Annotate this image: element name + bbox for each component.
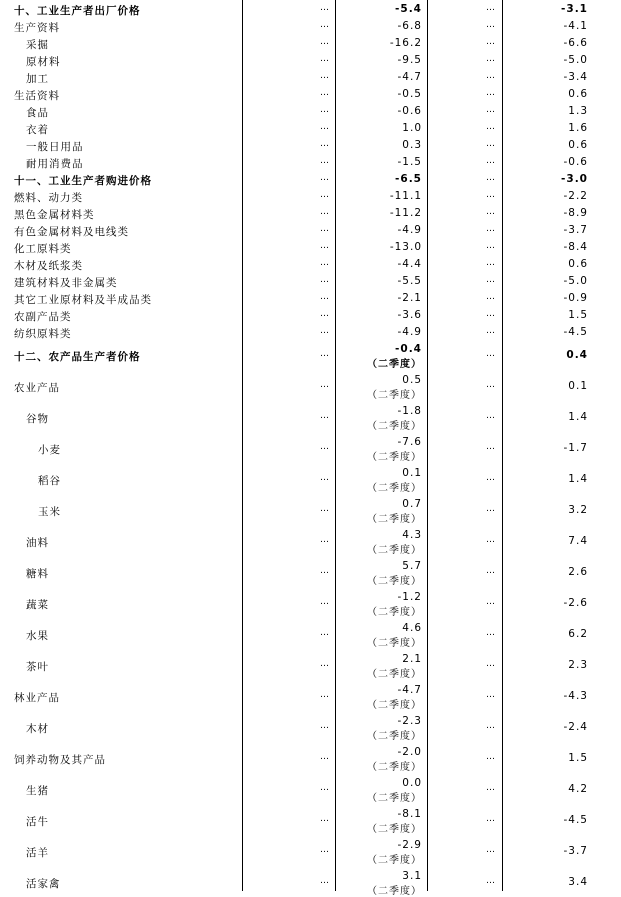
value-column-2: -4.3 [563,690,588,702]
row-label: 稻谷 [38,475,61,487]
period-note: （二季度） [367,638,422,649]
period-note: （二季度） [367,824,422,835]
period-note: （二季度） [367,700,422,711]
value-column-1 [367,591,422,618]
value-column-1 [398,292,423,304]
row-label: 茶叶 [26,661,49,673]
row-label: 十一、工业生产者购进价格 [14,175,152,187]
value-1: 2.1 [402,653,422,665]
dots-column-2: … [486,349,494,359]
value-column-1 [367,405,422,432]
value-column-1 [390,207,422,219]
dots-column-1: … [320,20,328,30]
dots-column-2: … [486,473,494,483]
dots-column-1: … [320,3,328,13]
value-column-2: -2.6 [563,597,588,609]
value-column-2: -0.9 [563,292,588,304]
value-column-2: 0.6 [568,139,588,151]
period-note: （二季度） [367,607,422,618]
dots-column-1: … [320,349,328,359]
dots-column-1: … [320,752,328,762]
value-1: 4.3 [402,529,422,541]
value-column-1 [402,122,422,134]
dots-column-1: … [320,876,328,886]
value-1: -2.3 [397,715,422,727]
row-label: 加工 [26,73,49,85]
value-1: -4.7 [397,71,422,83]
value-column-1 [395,3,422,15]
value-column-2: -5.0 [563,275,588,287]
value-column-1 [390,241,422,253]
value-1: -1.5 [397,156,422,168]
row-label: 农业产品 [14,382,60,394]
dots-column-2: … [486,411,494,421]
row-label: 林业产品 [14,692,60,704]
value-column-2: 0.4 [566,349,588,361]
value-column-1 [395,173,422,185]
value-column-2: -4.5 [563,814,588,826]
row-label: 木材及纸浆类 [14,260,83,272]
column-divider-2 [335,0,336,891]
dots-column-2: … [486,258,494,268]
value-column-1 [398,20,423,32]
value-column-1 [367,529,422,556]
value-column-1 [390,190,422,202]
value-column-1 [367,622,422,649]
value-1: 0.0 [402,777,422,789]
value-column-2: 1.5 [568,752,588,764]
value-column-1 [398,71,423,83]
dots-column-2: … [486,814,494,824]
column-divider-3 [427,0,428,891]
value-1: -11.2 [389,207,422,219]
dots-column-1: … [320,139,328,149]
dots-column-2: … [486,54,494,64]
value-column-1 [398,105,423,117]
value-1: 0.1 [402,467,422,479]
value-column-2: -3.4 [563,71,588,83]
value-column-2: 0.1 [568,380,588,392]
value-column-1 [367,498,422,525]
row-label: 十、工业生产者出厂价格 [14,5,141,17]
period-note: （二季度） [367,390,422,401]
value-column-2: 1.5 [568,309,588,321]
value-1: -7.6 [397,436,422,448]
dots-column-1: … [320,54,328,64]
dots-column-1: … [320,845,328,855]
dots-column-2: … [486,380,494,390]
value-1: -6.5 [395,173,422,185]
value-1: 5.7 [402,560,422,572]
value-column-2: 2.6 [568,566,588,578]
row-label: 活家禽 [26,878,61,890]
period-note: （二季度） [367,731,422,742]
dots-column-2: … [486,156,494,166]
value-column-2: -3.0 [561,173,588,185]
dots-column-1: … [320,71,328,81]
dots-column-2: … [486,292,494,302]
value-column-1 [398,309,423,321]
value-column-2: 4.2 [568,783,588,795]
dots-column-2: … [486,783,494,793]
period-note: （二季度） [367,514,422,525]
value-column-1 [367,374,422,401]
period-note: （二季度） [367,545,422,556]
period-note: （二季度） [367,669,422,680]
row-label: 耐用消费品 [26,158,84,170]
dots-column-1: … [320,207,328,217]
value-1: -13.0 [389,241,422,253]
dots-column-1: … [320,690,328,700]
dots-column-2: … [486,752,494,762]
value-1: -3.6 [397,309,422,321]
value-column-1 [367,343,422,370]
dots-column-2: … [486,309,494,319]
value-column-2: -4.1 [563,20,588,32]
dots-column-2: … [486,326,494,336]
dots-column-1: … [320,721,328,731]
value-column-2: 2.3 [568,659,588,671]
value-1: 0.5 [402,374,422,386]
row-label: 食品 [26,107,49,119]
row-label: 其它工业原材料及半成品类 [14,294,152,306]
dots-column-2: … [486,275,494,285]
value-1: -2.9 [397,839,422,851]
row-label: 玉米 [38,506,61,518]
value-1: 3.1 [402,870,422,882]
value-1: -4.9 [397,326,422,338]
value-column-1 [367,808,422,835]
value-column-1 [367,560,422,587]
value-column-1 [367,653,422,680]
dots-column-2: … [486,504,494,514]
row-label: 活羊 [26,847,49,859]
dots-column-2: … [486,224,494,234]
dots-column-1: … [320,597,328,607]
period-note: （二季度） [367,452,422,463]
row-label: 农副产品类 [14,311,72,323]
dots-column-1: … [320,173,328,183]
value-1: -0.6 [397,105,422,117]
row-label: 蔬菜 [26,599,49,611]
row-label: 原材料 [26,56,61,68]
value-1: -4.4 [397,258,422,270]
dots-column-2: … [486,628,494,638]
period-note: （二季度） [367,576,422,587]
dots-column-2: … [486,845,494,855]
dots-column-2: … [486,20,494,30]
row-label: 糖料 [26,568,49,580]
value-column-2: -3.7 [563,224,588,236]
value-1: -0.4 [395,343,422,355]
value-column-1 [398,54,423,66]
dots-column-1: … [320,473,328,483]
dots-column-1: … [320,411,328,421]
value-column-1 [398,258,423,270]
column-divider-4 [502,0,503,891]
dots-column-2: … [486,37,494,47]
dots-column-2: … [486,721,494,731]
value-1: -4.7 [397,684,422,696]
period-note: （二季度） [367,762,422,773]
dots-column-2: … [486,3,494,13]
dots-column-1: … [320,442,328,452]
dots-column-2: … [486,690,494,700]
value-column-2: 6.2 [568,628,588,640]
row-label: 饲养动物及其产品 [14,754,106,766]
period-note: （二季度） [367,886,422,897]
dots-column-2: … [486,105,494,115]
row-label: 油料 [26,537,49,549]
dots-column-1: … [320,105,328,115]
value-column-2: 1.4 [568,473,588,485]
dots-column-2: … [486,88,494,98]
row-label: 燃料、动力类 [14,192,83,204]
value-column-1 [398,156,423,168]
value-column-2: -4.5 [563,326,588,338]
dots-column-1: … [320,566,328,576]
dots-column-1: … [320,326,328,336]
dots-column-2: … [486,241,494,251]
dots-column-2: … [486,597,494,607]
value-1: 0.3 [402,139,422,151]
dots-column-2: … [486,139,494,149]
value-1: -6.8 [397,20,422,32]
dots-column-2: … [486,535,494,545]
row-label: 十二、农产品生产者价格 [14,351,141,363]
dots-column-2: … [486,876,494,886]
dots-column-2: … [486,190,494,200]
dots-column-1: … [320,258,328,268]
value-column-2: -3.1 [561,3,588,15]
dots-column-1: … [320,504,328,514]
dots-column-1: … [320,88,328,98]
value-column-2: -6.6 [563,37,588,49]
value-column-2: -2.4 [563,721,588,733]
value-column-1 [367,715,422,742]
value-column-2: 3.4 [568,876,588,888]
value-column-1 [398,224,423,236]
value-column-2: -2.2 [563,190,588,202]
dots-column-1: … [320,275,328,285]
value-column-1 [398,326,423,338]
dots-column-1: … [320,659,328,669]
period-note: （二季度） [367,359,422,370]
row-label: 活牛 [26,816,49,828]
dots-column-1: … [320,309,328,319]
value-column-1 [390,37,422,49]
row-label: 生猪 [26,785,49,797]
row-label: 采掘 [26,39,49,51]
value-column-2: 0.6 [568,258,588,270]
dots-column-1: … [320,224,328,234]
value-column-2: 0.6 [568,88,588,100]
value-column-2: 7.4 [568,535,588,547]
value-1: -16.2 [389,37,422,49]
value-column-1 [367,467,422,494]
row-label: 黑色金属材料类 [14,209,95,221]
value-column-1 [398,88,423,100]
value-column-2: 3.2 [568,504,588,516]
dots-column-1: … [320,814,328,824]
value-1: -0.5 [397,88,422,100]
value-column-2: 1.3 [568,105,588,117]
value-column-2: 1.6 [568,122,588,134]
value-column-2: -1.7 [563,442,588,454]
value-1: -2.1 [397,292,422,304]
value-1: -5.5 [397,275,422,287]
value-column-2: -3.7 [563,845,588,857]
value-1: -4.9 [397,224,422,236]
dots-column-1: … [320,628,328,638]
row-label: 木材 [26,723,49,735]
value-column-1 [367,777,422,804]
value-column-1 [367,684,422,711]
column-divider-1 [242,0,243,891]
value-column-1 [367,839,422,866]
value-1: -8.1 [397,808,422,820]
row-label: 建筑材料及非金属类 [14,277,118,289]
row-label: 有色金属材料及电线类 [14,226,129,238]
dots-column-2: … [486,173,494,183]
value-1: 4.6 [402,622,422,634]
row-label: 生活资料 [14,90,60,102]
value-1: 0.7 [402,498,422,510]
value-column-2: -8.9 [563,207,588,219]
dots-column-1: … [320,292,328,302]
value-column-1 [402,139,422,151]
value-column-2: -8.4 [563,241,588,253]
dots-column-2: … [486,442,494,452]
value-1: -1.2 [397,591,422,603]
dots-column-2: … [486,71,494,81]
dots-column-2: … [486,659,494,669]
row-label: 衣着 [26,124,49,136]
dots-column-1: … [320,122,328,132]
dots-column-1: … [320,37,328,47]
value-column-2: 1.4 [568,411,588,423]
dots-column-2: … [486,566,494,576]
value-1: 1.0 [402,122,422,134]
row-label: 纺织原料类 [14,328,72,340]
dots-column-1: … [320,156,328,166]
period-note: （二季度） [367,793,422,804]
period-note: （二季度） [367,483,422,494]
value-column-2: -5.0 [563,54,588,66]
dots-column-2: … [486,207,494,217]
dots-column-1: … [320,783,328,793]
row-label: 一般日用品 [26,141,84,153]
value-column-1 [398,275,423,287]
row-label: 化工原料类 [14,243,72,255]
dots-column-1: … [320,190,328,200]
row-label: 谷物 [26,413,49,425]
row-label: 生产资料 [14,22,60,34]
row-label: 水果 [26,630,49,642]
dots-column-1: … [320,535,328,545]
dots-column-1: … [320,380,328,390]
value-1: -1.8 [397,405,422,417]
value-1: -11.1 [389,190,422,202]
value-column-2: -0.6 [563,156,588,168]
value-column-1 [367,746,422,773]
dots-column-1: … [320,241,328,251]
value-1: -9.5 [397,54,422,66]
period-note: （二季度） [367,421,422,432]
value-column-1 [367,436,422,463]
value-column-1 [367,870,422,897]
value-1: -2.0 [397,746,422,758]
dots-column-2: … [486,122,494,132]
row-label: 小麦 [38,444,61,456]
period-note: （二季度） [367,855,422,866]
value-1: -5.4 [395,3,422,15]
